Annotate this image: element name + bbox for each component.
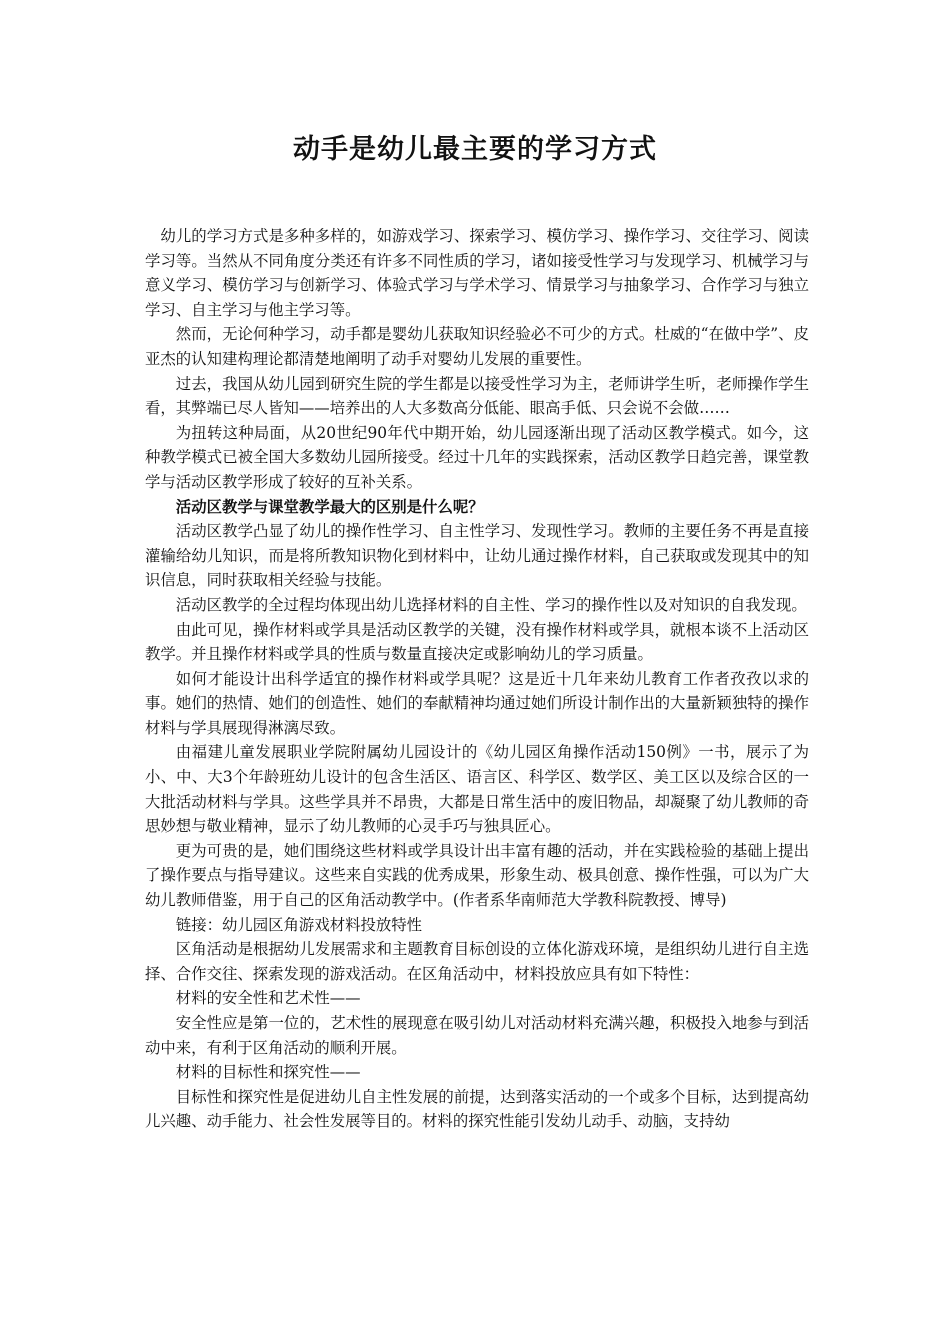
subheading: 材料的安全性和艺术性—— [175,989,361,1008]
paragraph: 幼儿的学习方式是多种多样的，如游戏学习、探索学习、模仿学习、操作学习、交往学习、阅读学习等。当然从不同角度分类还有许多不同性质的学习，诸如接受性学习与发现学习、机械学习与意义学习、模仿学习与创新学习、体验式学习与学术学习、情景学习与抽象学习、合作学习与独立学习、自主学习与他主学习等。 [145,227,809,319]
paragraph: 安全性应是第一位的，艺术性的展现意在吸引幼儿对活动材料充满兴趣，积极投入地参与到活动中来，有利于区角活动的顺利开展。 [145,1014,809,1057]
paragraph: 目标性和探究性是促进幼儿自主性发展的前提，达到落实活动的一个或多个目标，达到提高幼儿兴趣、动手能力、社会性发展等目的。材料的探究性能引发幼儿动手、动脑，支持幼 [145,1087,809,1131]
document-body [145,224,809,1134]
link-heading: 链接：幼儿园区角游戏材料投放特性 [175,915,423,934]
paragraph: 如何才能设计出科学适宜的操作材料或学具呢？这是近十几年来幼儿教育工作者孜孜以求的事。她们的热情、她们的创造性、她们的奉献精神均通过她们所设计制作出的大量新颖独特的操作材料与学具展现得淋漓尽致。 [145,669,809,737]
paragraph: 过去，我国从幼儿园到研究生院的学生都是以接受性学习为主，老师讲学生听，老师操作学生看，其弊端已尽人皆知——培养出的人大多数高分低能、眼高手低、只会说不会做…… [145,374,809,418]
paragraph: 更为可贵的是，她们围绕这些材料或学具设计出丰富有趣的活动，并在实践检验的基础上提出了操作要点与指导建议。这些来自实践的优秀成果，形象生动、极具创意、操作性强，可以为广大幼儿教师借鉴，用于自己的区角活动教学中。(作者系华南师范大学教科院教授、博导) [145,841,809,910]
section-question: 活动区教学与课堂教学最大的区别是什么呢？ [175,497,484,516]
paragraph: 活动区教学的全过程均体现出幼儿选择材料的自主性、学习的操作性以及对知识的自我发现。 [175,595,807,614]
paragraph: 然而，无论何种学习，动手都是婴幼儿获取知识经验必不可少的方式。杜威的“在做中学”、皮亚杰的认知建构理论都清楚地阐明了动手对婴幼儿发展的重要性。 [145,325,809,368]
paragraph: 为扭转这种局面，从20世纪90年代中期开始，幼儿园逐渐出现了活动区教学模式。如今，这种教学模式已被全国大多数幼儿园所接受。经过十几年的实践探索，活动区教学日趋完善，课堂教学与活动区教学形成了较好的互补关系。 [145,423,809,491]
paragraph: 由此可见，操作材料或学具是活动区教学的关键，没有操作材料或学具，就根本谈不上活动区教学。并且操作材料或学具的性质与数量直接决定或影响幼儿的学习质量。 [145,620,809,664]
paragraph: 区角活动是根据幼儿发展需求和主题教育目标创设的立体化游戏环境，是组织幼儿进行自主选择、合作交往、探索发现的游戏活动。在区角活动中，材料投放应具有如下特性： [145,940,809,983]
document-title: 动手是幼儿最主要的学习方式 [293,134,657,165]
subheading: 材料的目标性和探究性—— [175,1063,361,1082]
paragraph: 由福建儿童发展职业学院附属幼儿园设计的《幼儿园区角操作活动150例》一书，展示了为小、中、大3个年龄班幼儿设计的包含生活区、语言区、科学区、数学区、美工区以及综合区的一大批活动材料与学具。这些学具并不昂贵，大都是日常生活中的废旧物品，却凝聚了幼儿教师的奇思妙想与敬业精神，显示了幼儿教师的心灵手巧与独具匠心。 [145,743,809,836]
paragraph: 活动区教学凸显了幼儿的操作性学习、自主性学习、发现性学习。教师的主要任务不再是直接灌输给幼儿知识，而是将所教知识物化到材料中，让幼儿通过操作材料，自己获取或发现其中的知识信息，同时获取相关经验与技能。 [145,522,809,590]
